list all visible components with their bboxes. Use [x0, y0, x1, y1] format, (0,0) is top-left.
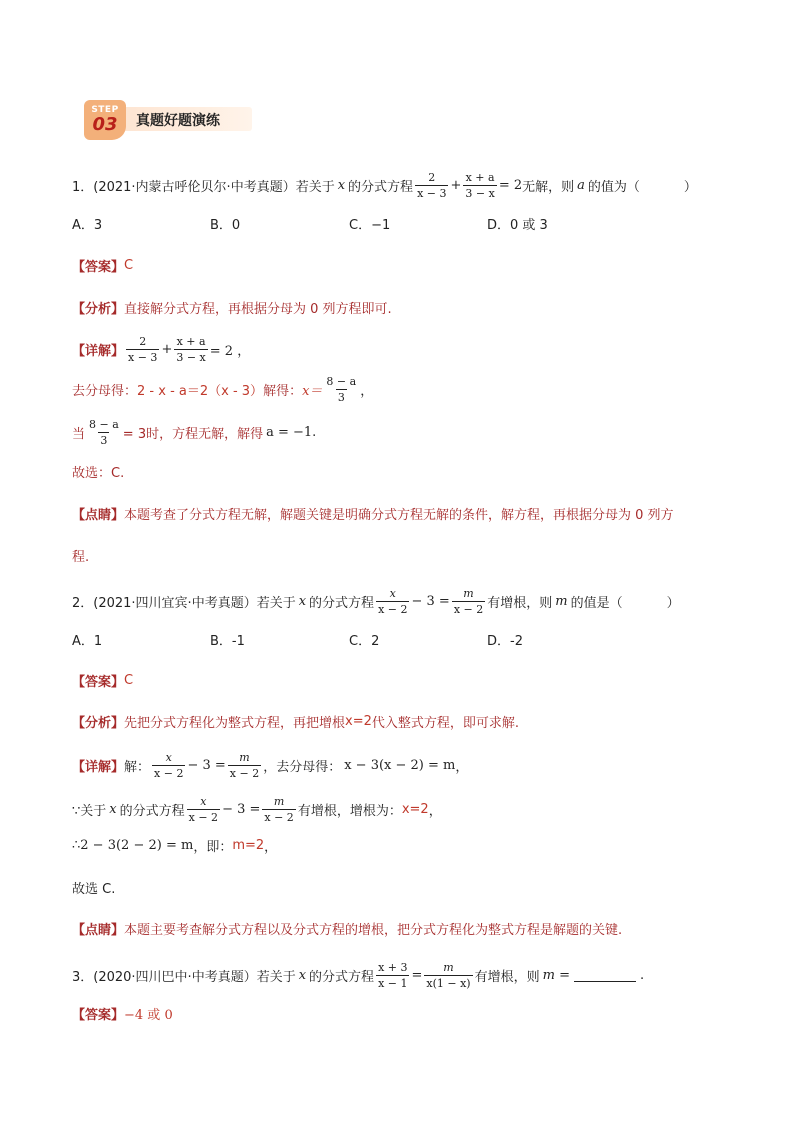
q1-step1-d: x＝	[302, 384, 323, 399]
q2-comment	[72, 919, 622, 938]
q1-frac1-den: x − 3	[417, 187, 447, 200]
q1-detail-frac2-num: x + a	[176, 335, 206, 348]
q1-detail-frac1-den: x − 3	[128, 351, 158, 364]
q1-step1-b: 2 - x - a＝2（x - 3）	[137, 384, 264, 399]
q2-detail-frac1-num: x	[165, 751, 172, 764]
q1-step-1	[72, 374, 373, 405]
q3-prefix: 3．(2020·四川巴中·中考真题）若关于	[72, 970, 296, 985]
q1-answer-label: 【答案】	[72, 260, 125, 275]
q1-detail-frac-1	[126, 334, 159, 365]
question-3	[72, 960, 644, 991]
q1-option-b: B．0	[210, 218, 241, 233]
step-badge	[84, 100, 126, 140]
q2-detail	[72, 750, 468, 781]
q2-option-c: C．2	[349, 634, 380, 649]
q1-paren-close: ）	[683, 180, 697, 195]
q2-answer-label: 【答案】	[72, 675, 125, 690]
q2-detail-minus3: − 3 =	[187, 758, 226, 773]
q3-eq: =	[411, 968, 423, 983]
q1-frac2-den: 3 − x	[465, 187, 495, 200]
q2-because-frac2-den: x − 2	[264, 811, 294, 824]
q2-comment-label: 【点睛】	[72, 923, 125, 938]
q1-frac1-num: 2	[428, 171, 436, 184]
q1-detail-eq-tail: = 2 ，	[209, 344, 251, 359]
q1-step1-num: 8 − a	[326, 375, 357, 388]
q3-mid: 的分式方程	[309, 970, 375, 985]
q1-step2-d: .	[312, 425, 317, 440]
q2-therefore	[72, 836, 277, 855]
q2-frac1-den: x − 2	[378, 603, 408, 616]
q2-because-c: 有增根，增根为：	[297, 804, 402, 819]
q2-because-d: x=2	[401, 802, 429, 817]
q1-plus: +	[450, 178, 462, 193]
q1-choose: 故选：C.	[72, 466, 125, 481]
q2-because-b: 的分式方程	[119, 804, 185, 819]
q2-because-frac-1	[187, 794, 220, 825]
q1-var-a: a	[577, 178, 585, 193]
q1-comment-line1: 本题考查了分式方程无解，解题关键是明确分式方程无解的条件，解方程，再根据分母为 0 列方	[124, 508, 674, 523]
q2-frac2-num: m	[463, 587, 474, 600]
step-label: STEP	[91, 105, 119, 115]
q3-answer-label: 【答案】	[72, 1008, 125, 1023]
q1-step1-den: 3	[337, 391, 345, 404]
q3-frac1-den: x − 1	[378, 977, 408, 990]
q1-comment-line2: 程.	[72, 550, 90, 565]
q2-option-d: D．-2	[487, 634, 523, 649]
q2-analysis-label: 【分析】	[72, 716, 125, 731]
q1-analysis-text: 直接解分式方程，再根据分母为 0 列方程即可.	[124, 302, 392, 317]
q2-detail-frac2-num: m	[239, 751, 250, 764]
q1-detail-frac1-num: 2	[139, 335, 147, 348]
q3-var-m: m =	[542, 968, 570, 983]
q2-because-frac-2	[262, 794, 295, 825]
q2-detail-frac2-den: x − 2	[229, 767, 260, 780]
q1-fraction-1	[415, 170, 448, 201]
q1-step2-frac	[87, 417, 121, 448]
q1-analysis-label: 【分析】	[72, 302, 125, 317]
step-number: 03	[92, 114, 118, 135]
q2-frac1-num: x	[389, 587, 396, 600]
q2-detail-label: 【详解】	[72, 760, 125, 775]
q3-answer-blank[interactable]	[574, 969, 636, 982]
q2-detail-b: ，去分母得：	[263, 760, 342, 775]
q1-detail-frac-2	[174, 334, 207, 365]
q1-comment	[72, 504, 674, 523]
q3-frac2-den: x(1 − x)	[426, 977, 471, 990]
q1-detail-plus: +	[161, 342, 173, 357]
q1-step-2	[72, 417, 316, 448]
q3-fraction-1	[376, 960, 409, 991]
q1-step1-frac	[324, 374, 358, 405]
q2-because	[72, 794, 442, 825]
q2-answer-value: C	[124, 673, 134, 688]
q1-step2-a: 当	[72, 427, 86, 442]
q2-because-frac2-num: m	[273, 795, 285, 808]
q3-answer	[72, 1004, 173, 1023]
q1-step2-num: 8 − a	[89, 418, 119, 431]
q2-because-frac1-den: x − 2	[188, 811, 219, 824]
q2-choose: 故选 C.	[72, 882, 116, 897]
q1-detail-label: 【详解】	[72, 344, 125, 359]
q1-mid: 的分式方程	[348, 180, 414, 195]
q2-minus3: − 3 =	[411, 594, 450, 609]
q2-paren-close: ）	[666, 596, 680, 611]
q2-prefix: 2．(2021·四川宜宾·中考真题）若关于	[72, 596, 296, 611]
q1-option-d: D．0 或 3	[487, 218, 548, 233]
q1-option-a: A．3	[72, 218, 103, 233]
section-title: 真题好题演练	[136, 113, 220, 129]
q3-var-x: x	[298, 968, 307, 983]
q2-therefore-c: m=2	[232, 838, 265, 853]
q1-step1-c: 解得：	[263, 384, 303, 399]
q2-detail-frac1-den: x − 2	[154, 767, 184, 780]
q2-detail-frac-2	[228, 750, 261, 781]
q1-detail-frac2-den: 3 − x	[176, 351, 206, 364]
q2-therefore-b: ，即：	[193, 840, 233, 855]
q2-analysis-c: 代入整式方程，即可求解.	[371, 716, 520, 731]
q2-detail-a: 解：	[124, 760, 151, 775]
q1-suffix2: 的值为（	[587, 180, 640, 195]
q2-mid: 的分式方程	[309, 596, 375, 611]
q2-therefore-a: ∴2 − 3(2 − 2) = m	[72, 838, 194, 853]
q2-analysis-b: x=2	[345, 714, 372, 729]
q1-step2-b: = 3时，方程无解，解得	[122, 427, 264, 442]
q2-because-x: x	[109, 802, 117, 817]
q2-detail-d: ，	[455, 760, 469, 775]
q2-because-minus3: − 3 =	[222, 802, 261, 817]
q1-comment-label: 【点睛】	[72, 508, 125, 523]
q2-answer	[72, 671, 133, 690]
q3-suffix: 有增根，则	[474, 970, 540, 985]
q3-frac2-num: m	[443, 961, 454, 974]
q2-suffix2: 的值是（	[570, 596, 623, 611]
step-header	[80, 100, 252, 136]
q2-therefore-d: ，	[264, 840, 278, 855]
q2-option-b: B．-1	[210, 634, 245, 649]
q3-frac1-num: x + 3	[378, 961, 408, 974]
q1-answer	[72, 256, 133, 275]
q2-fraction-2	[452, 586, 485, 617]
q2-suffix: 有增根，则	[487, 596, 553, 611]
q2-comment-text: 本题主要考查解分式方程以及分式方程的增根，把分式方程化为整式方程是解题的关键.	[124, 923, 623, 938]
q2-because-e: ，	[428, 804, 442, 819]
q1-detail	[72, 334, 250, 365]
q2-frac2-den: x − 2	[453, 603, 484, 616]
q2-fraction-1	[376, 586, 409, 617]
q1-frac2-num: x + a	[465, 171, 495, 184]
q1-step1-a: 去分母得：	[72, 384, 138, 399]
q1-step2-c: a = −1	[266, 425, 313, 440]
q1-suffix: 无解，则	[522, 180, 575, 195]
q3-end: .	[639, 968, 645, 983]
q2-analysis-a: 先把分式方程化为整式方程，再把增根	[124, 716, 346, 731]
q1-answer-value: C	[124, 258, 134, 273]
q2-option-a: A．1	[72, 634, 103, 649]
q2-because-a: ∵关于	[72, 804, 107, 819]
q2-analysis	[72, 712, 519, 731]
q3-answer-value: −4 或 0	[124, 1008, 173, 1023]
q3-fraction-2	[424, 960, 472, 991]
q1-eq: = 2	[498, 178, 523, 193]
question-2	[72, 586, 680, 617]
q1-var-x: x	[337, 178, 346, 193]
q1-option-c: C．−1	[349, 218, 391, 233]
q2-detail-frac-1	[152, 750, 185, 781]
q2-var-m: m	[555, 594, 568, 609]
q1-prefix: 1．(2021·内蒙古呼伦贝尔·中考真题）若关于	[72, 180, 335, 195]
q2-var-x: x	[298, 594, 307, 609]
q1-fraction-2	[463, 170, 496, 201]
q2-because-frac1-num: x	[200, 795, 207, 808]
q1-analysis	[72, 298, 392, 317]
q1-step2-den: 3	[100, 434, 108, 447]
q1-step1-e: ，	[360, 384, 374, 399]
q2-detail-c: x − 3(x − 2) = m	[344, 758, 456, 773]
question-1	[72, 170, 697, 201]
